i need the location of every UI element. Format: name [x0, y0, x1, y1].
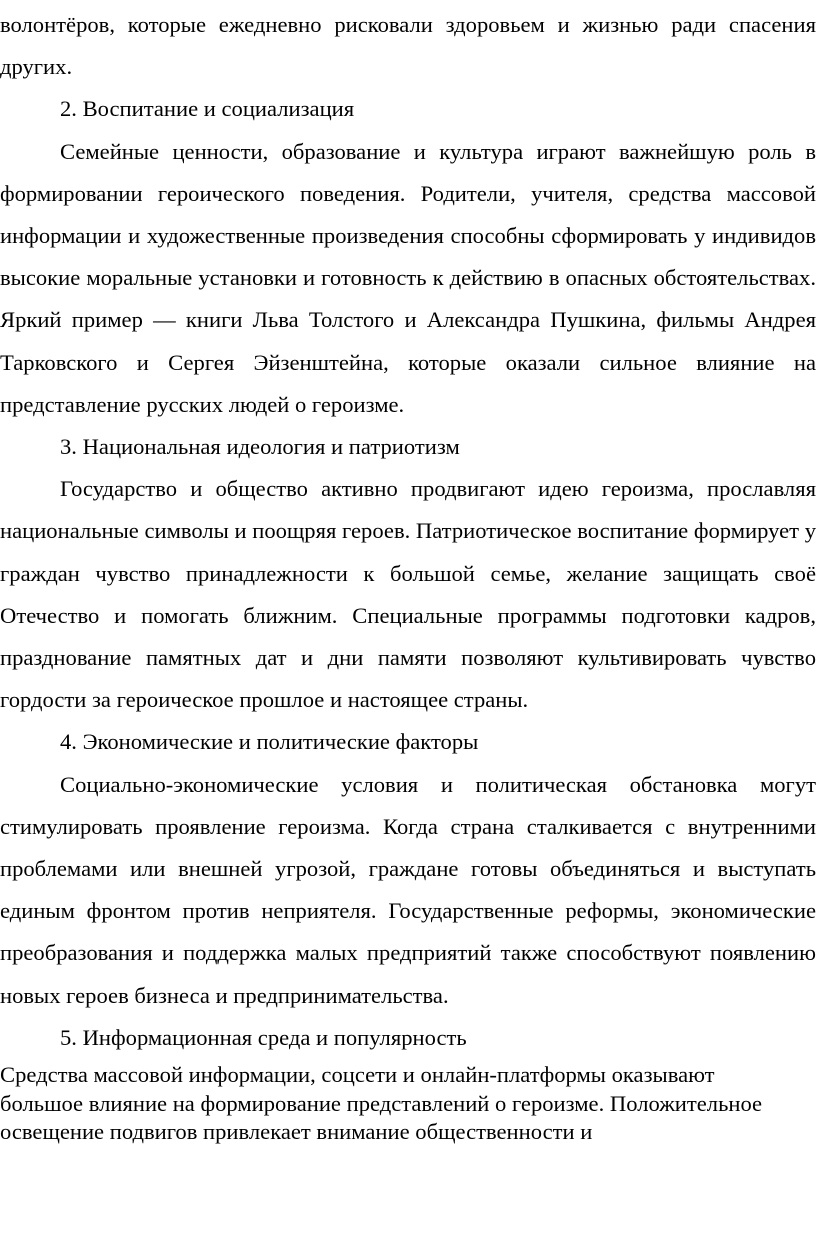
- paragraph-media: Средства массовой информации, соцсети и онлайн-платформы оказывают большое влияние на формирование представлений о героизме. Положительное освещение подвигов привлекает внимание общественности и: [0, 1062, 763, 1145]
- section-heading-economics: 4. Экономические и политические факторы: [60, 729, 479, 755]
- section-heading-media: 5. Информационная среда и популярность: [60, 1024, 467, 1050]
- paragraph-ideology: Государство и общество активно продвигают идею героизма, прославляя национальные символы и поощряя героев. Патриотическое воспитание формирует у граждан чувство принадлежности к большой семье, желание защищать своё Отечество и помогать ближним. Специальные программы подготовки кадров, празднование памятных дат и дни памяти позволяют культивировать чувство гордости за героическое прошлое и настоящее страны.: [0, 476, 816, 713]
- section-heading-ideology: 3. Национальная идеология и патриотизм: [60, 434, 460, 460]
- section-heading-upbringing: 2. Воспитание и социализация: [60, 96, 355, 122]
- paragraph-upbringing: Семейные ценности, образование и культура играют важнейшую роль в формировании героического поведения. Родители, учителя, средства массовой информации и художественные произведения способны сформировать у индивидов высокие моральные установки и готовность к действию в опасных обстоятельствах. Яркий пример — книги Льва Толстого и Александра Пушкина, фильмы Андрея Тарковского и Сергея Эйзенштейна, которые оказали сильное влияние на представление русских людей о героизме.: [0, 138, 816, 417]
- paragraph-economics: Социально-экономические условия и политическая обстановка могут стимулировать проявление героизма. Когда страна сталкивается с внутренними проблемами или внешней угрозой, граждане готовы объединяться и выступать единым фронтом против неприятеля. Государственные реформы, экономические преобразования и поддержка малых предприятий также способствуют появлению новых героев бизнеса и предпринимательства.: [0, 771, 816, 1008]
- paragraph-continuation: волонтёров, которые ежедневно рисковали здоровьем и жизнью ради спасения других.: [0, 12, 816, 80]
